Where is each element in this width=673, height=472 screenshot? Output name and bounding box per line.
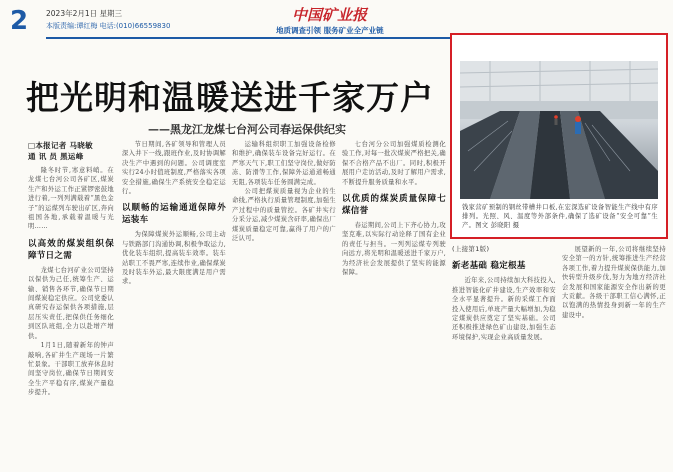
photo-caption: 钱家营矿预制的钢丝带槽井口板,在宏深选矿设备智能生产线中有序排列。光照、风、温度等外部条件,确保了选矿设备“安全可靠”生产。图文 彭晓阳 摄 — [462, 204, 658, 229]
article-byline — [28, 140, 114, 162]
paragraph: 运输科组织职工加强设备检修和维护,确保装车设备完好运行。在严寒天气下,职工们坚守岗位,做好防冻、防滑等工作,保障外运通道畅通无阻,各项装车任务圆满完成。 — [232, 141, 336, 186]
byline-correspondent: 通 讯 员 黑运峰 — [28, 152, 84, 161]
issue-date: 2023年2月1日 星期三 — [46, 9, 123, 18]
paragraph: 公司把煤炭质量视为企业的生命线,严格执行质量管理制度,加强生产过程中的质量管控。各矿井实行分采分运,减少煤炭含矸率,确保出厂煤炭质量稳定可靠,赢得了用户的广泛认可。 — [232, 188, 336, 243]
article-column-6 — [562, 245, 666, 472]
paragraph: 七台河分公司加强煤质检测化验工作,对每一批次煤炭严格把关,确保不合格产品不出厂。同时,积极开展用户走访活动,及时了解用户需求,不断提升服务质量和水平。 — [342, 141, 446, 186]
article-column-3 — [232, 140, 336, 472]
paragraph: 为保障煤炭外运顺畅,公司主动与铁路部门沟通协调,积极争取运力,优化装车组织,提高装车效率。装车站职工不畏严寒,连续作业,确保煤炭及时装车外运,最大限度满足用户需求。 — [122, 231, 226, 286]
article-column-4 — [342, 140, 446, 472]
paragraph: 展望新的一年,公司将继续坚持安全第一的方针,统筹推进生产经营各项工作,着力提升煤炭保供能力,加快转型升级步伐,努力为地方经济社会发展和国家能源安全作出新的更大贡献。各级干部职工信心满怀,正以饱满的热情投身到新一年的生产建设中。 — [562, 246, 666, 319]
article-column-2 — [122, 140, 226, 472]
byline-reporter: □本报记者 马晓敏 — [28, 141, 93, 150]
featured-photo-box — [450, 33, 668, 239]
page-number: 2 — [10, 6, 29, 36]
section-subtitle: 以优质的煤炭质量保障七煤信誉 — [342, 194, 446, 217]
continued-from-label: (上接第1版) — [452, 245, 490, 253]
article-column-1 — [28, 140, 114, 472]
paragraph: 春运期间,公司上下齐心协力,攻坚克难,以实际行动诠释了国有企业的责任与担当。一列列运煤专列驶向远方,将光明和温暖送进千家万户,为经济社会发展提供了坚实的能源保障。 — [342, 222, 446, 277]
section-subtitle: 以顺畅的运输通道保障外运装车 — [122, 203, 226, 226]
paragraph: 1月1日,随着新年的钟声敲响,各矿井生产现场一片繁忙景象。干部职工放弃休息时间坚守岗位,确保节日期间安全生产平稳有序,煤炭产量稳步提升。 — [28, 342, 114, 397]
paragraph: 近年来,公司持续加大科技投入,推进智能化矿井建设,生产效率和安全水平显著提升。新的采煤工作面投入使用后,单班产量大幅增加,为稳定煤炭供应奠定了坚实基础。公司还积极推进绿色矿山建设,加强生态环境保护,实现企业高质量发展。 — [452, 277, 556, 341]
article-column-5 — [452, 245, 556, 472]
paragraph: 龙煤七台河矿业公司坚持以保供为己任,统筹生产、运输、销售各环节,确保节日期间煤炭稳定供应。公司党委认真研究春运保供各项措施,层层压实责任,把保供任务细化到区队班组,全力以赴增产增供。 — [28, 266, 114, 340]
paragraph: 隆冬时节,寒意料峭。在龙煤七台河公司各矿区,煤炭生产和外运工作正紧锣密鼓地进行着,一列列满载着“黑色金子”的运煤列车驶出矿区,奔向祖国各地,承载着温暖与光明…… — [28, 167, 114, 231]
paragraph: 节日期间,各矿领导和管理人员深入井下一线,跟班作业,及时协调解决生产中遇到的问题。公司调度室实行24小时值班制度,严格落实各项安全措施,确保生产系统安全稳定运行。 — [122, 141, 226, 196]
article-headline: 把光明和温暖送进千家万户 — [26, 78, 434, 117]
section-subtitle: 以高效的煤炭组织保障节日之需 — [28, 238, 114, 261]
production-line-illustration — [460, 61, 658, 199]
newspaper-logo: 中国矿业报 — [292, 6, 368, 24]
factory-photo — [460, 61, 658, 199]
editor-info: 本版责编:谭红梅 电话:(010)66559830 — [46, 22, 171, 30]
newspaper-slogan: 地质调查引领 服务矿业全产业链 — [276, 26, 384, 35]
section-subtitle: 新老基础 稳定根基 — [452, 261, 526, 272]
article-subheadline: ——黑龙江龙煤七台河公司春运保供纪实 — [148, 123, 346, 136]
